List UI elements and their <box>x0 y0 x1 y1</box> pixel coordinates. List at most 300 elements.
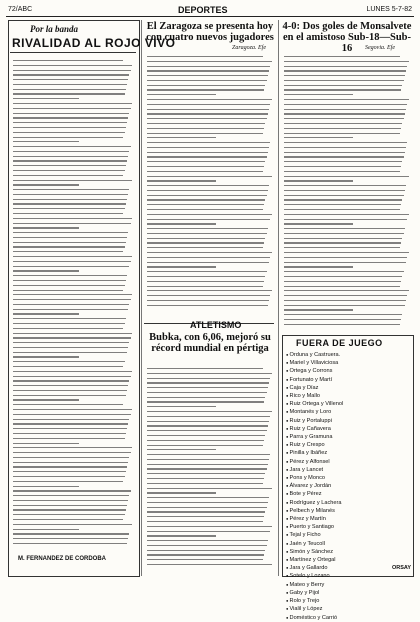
text-line <box>13 371 132 372</box>
text-line <box>13 156 128 157</box>
text-line <box>13 285 125 286</box>
text-line <box>147 535 216 536</box>
text-line <box>284 99 409 100</box>
text-line <box>13 514 125 515</box>
text-line <box>147 104 270 105</box>
text-line <box>147 488 272 489</box>
text-line <box>147 61 272 62</box>
text-line <box>284 70 406 71</box>
issue-date: LUNES 5-7-82 <box>366 6 412 13</box>
text-line <box>284 89 401 90</box>
text-line <box>284 262 406 263</box>
list-item: ● Pinilla y Ibáñez <box>286 449 410 457</box>
text-line <box>147 545 267 546</box>
text-line <box>284 242 401 243</box>
text-line <box>147 378 270 379</box>
text-line <box>284 123 402 124</box>
text-line <box>13 98 79 99</box>
text-line <box>13 476 125 477</box>
text-line <box>284 314 402 315</box>
text-line <box>147 133 263 134</box>
text-line <box>13 246 125 247</box>
text-line <box>13 137 123 138</box>
text-line <box>147 118 267 119</box>
text-line <box>13 466 127 467</box>
text-line <box>284 133 400 134</box>
text-line <box>13 509 126 510</box>
text-line <box>284 309 353 310</box>
text-line <box>13 447 132 448</box>
text-line <box>13 428 127 429</box>
text-line <box>147 430 267 431</box>
text-line <box>147 511 265 512</box>
text-line <box>284 271 404 272</box>
text-line <box>284 238 402 239</box>
text-line <box>13 500 128 501</box>
text-line <box>13 404 123 405</box>
text-line <box>147 387 268 388</box>
text-line <box>13 385 128 386</box>
text-line <box>147 449 216 450</box>
text-line <box>147 483 263 484</box>
text-line <box>147 66 270 67</box>
text-line <box>13 323 125 324</box>
text-line <box>284 171 400 172</box>
text-line <box>147 526 272 527</box>
body-text <box>284 56 410 330</box>
text-line <box>147 286 263 287</box>
text-line <box>147 521 263 522</box>
text-line <box>13 390 127 391</box>
text-line <box>13 342 129 343</box>
text-line <box>284 161 402 162</box>
text-line <box>147 468 267 469</box>
text-line <box>13 452 131 453</box>
text-line <box>13 457 129 458</box>
text-line <box>13 366 123 367</box>
text-line <box>13 218 132 219</box>
text-line <box>147 368 263 369</box>
body-text <box>147 56 273 314</box>
text-line <box>147 190 268 191</box>
text-line <box>284 195 404 196</box>
text-line <box>13 165 126 166</box>
text-line <box>284 176 409 177</box>
text-line <box>284 118 404 119</box>
text-line <box>13 529 79 530</box>
text-line <box>147 161 265 162</box>
text-line <box>147 411 272 412</box>
text-line <box>147 266 216 267</box>
text-line <box>284 128 401 129</box>
text-line <box>13 74 129 75</box>
text-line <box>284 156 404 157</box>
text-line <box>13 443 79 444</box>
text-line <box>13 438 125 439</box>
text-line <box>13 93 125 94</box>
text-line <box>147 152 268 153</box>
author-signature: M. FERNANDEZ DE CORDOBA <box>18 556 106 562</box>
body-text <box>147 368 273 573</box>
list-item: ● Rolo y Trejo <box>286 597 410 605</box>
text-line <box>13 533 129 534</box>
text-line <box>13 261 131 262</box>
text-line <box>147 425 268 426</box>
text-line <box>147 156 267 157</box>
text-line <box>13 337 131 338</box>
text-line <box>13 423 128 424</box>
text-line <box>147 564 272 565</box>
text-line <box>147 147 269 148</box>
text-line <box>13 347 128 348</box>
column-title: RIVALIDAD AL ROJO VIVO <box>12 36 176 50</box>
text-line <box>13 524 132 525</box>
text-line <box>13 309 128 310</box>
text-line <box>13 519 123 520</box>
text-line <box>13 328 123 329</box>
text-line <box>13 184 79 185</box>
body-text <box>13 60 133 552</box>
text-line <box>284 257 407 258</box>
text-line <box>13 380 129 381</box>
text-line <box>13 194 128 195</box>
text-line <box>284 199 402 200</box>
text-line <box>147 70 269 71</box>
text-line <box>147 392 267 393</box>
text-line <box>13 538 128 539</box>
text-line <box>147 142 270 143</box>
list-item: ● Doméstico y Carrió <box>286 614 410 622</box>
list-item: ● Pelbech y Milanés <box>286 507 410 515</box>
list-item: ● Puerto y Santiago <box>286 523 410 531</box>
list-item: ● Rodríguez y Lachera <box>286 499 410 507</box>
text-line <box>13 471 126 472</box>
text-line <box>13 242 126 243</box>
text-line <box>147 295 270 296</box>
text-line <box>147 75 268 76</box>
text-line <box>147 85 265 86</box>
text-line <box>147 492 216 493</box>
text-line <box>147 382 269 383</box>
text-line <box>147 406 216 407</box>
text-line <box>147 209 263 210</box>
text-line <box>13 117 128 118</box>
list-item: ● Martínez y Ortegal <box>286 556 410 564</box>
text-line <box>13 433 126 434</box>
list-item: ● Mariel y Villaviciosa <box>286 359 410 367</box>
text-line <box>147 478 264 479</box>
list-item: ● Pérez y Alfonsel <box>286 458 410 466</box>
text-line <box>284 214 409 215</box>
list-item: ● Álvarez y Jordán <box>286 482 410 490</box>
text-line <box>13 376 131 377</box>
text-line <box>284 305 405 306</box>
text-line <box>13 232 128 233</box>
text-line <box>284 219 407 220</box>
text-line <box>147 507 267 508</box>
header-rule <box>6 16 414 17</box>
text-line <box>284 180 353 181</box>
text-line <box>13 103 132 104</box>
text-line <box>13 180 132 181</box>
text-line <box>284 142 407 143</box>
text-line <box>147 281 264 282</box>
article-source: Zaragoza. Efe <box>232 45 267 51</box>
text-line <box>147 262 269 263</box>
text-line <box>13 213 123 214</box>
text-line <box>13 462 128 463</box>
text-line <box>13 543 127 544</box>
text-line <box>13 141 79 142</box>
text-line <box>284 281 401 282</box>
text-line <box>13 132 125 133</box>
text-line <box>147 56 263 57</box>
text-line <box>13 189 129 190</box>
list-item: ● Ruiz Ortega y Villenol <box>286 400 410 408</box>
text-line <box>147 373 272 374</box>
text-line <box>13 490 131 491</box>
text-line <box>284 75 405 76</box>
text-line <box>13 313 79 314</box>
text-line <box>13 65 132 66</box>
text-line <box>147 502 268 503</box>
text-line <box>13 318 126 319</box>
text-line <box>13 127 126 128</box>
list-item: ● Parra y Gramuna <box>286 433 410 441</box>
list-item: ● Gaby y Pijol <box>286 589 410 597</box>
text-line <box>147 473 265 474</box>
sidebar-title: FUERA DE JUEGO <box>296 338 383 348</box>
text-line <box>284 300 406 301</box>
text-line <box>147 204 264 205</box>
text-line <box>13 361 125 362</box>
text-line <box>13 270 79 271</box>
text-line <box>147 401 264 402</box>
text-line <box>13 395 126 396</box>
text-line <box>284 286 400 287</box>
text-line <box>284 66 407 67</box>
text-line <box>13 290 123 291</box>
article-headline: Bubka, con 6,06, mejoró su récord mundial en pértiga <box>149 332 271 354</box>
text-line <box>284 276 402 277</box>
sidebar-list <box>286 351 410 622</box>
text-line <box>284 223 353 224</box>
text-line <box>13 199 127 200</box>
text-line <box>147 176 272 177</box>
list-item: ● Orduna y Castruera. <box>286 351 410 359</box>
list-item: ● Bote y Pérez <box>286 490 410 498</box>
text-line <box>147 171 263 172</box>
list-item: ● Simón y Sánchez <box>286 548 410 556</box>
text-line <box>147 305 268 306</box>
text-line <box>147 166 264 167</box>
list-item: ● Jara y Gallardo <box>286 564 410 572</box>
text-line <box>284 190 405 191</box>
text-line <box>13 419 129 420</box>
text-line <box>13 79 128 80</box>
text-line <box>284 104 407 105</box>
text-line <box>284 233 404 234</box>
text-line <box>13 170 125 171</box>
text-line <box>13 294 132 295</box>
text-line <box>147 290 272 291</box>
text-line <box>13 352 127 353</box>
text-line <box>147 300 269 301</box>
text-line <box>147 435 265 436</box>
list-item: ● Pons y Monco <box>286 474 410 482</box>
text-line <box>13 113 129 114</box>
text-line <box>13 299 131 300</box>
text-line <box>284 290 409 291</box>
text-line <box>147 242 264 243</box>
text-line <box>13 481 123 482</box>
text-line <box>147 123 265 124</box>
text-line <box>13 266 129 267</box>
column-kicker: Por la banda <box>30 24 79 34</box>
list-item: ● Jaén y Teucoll <box>286 540 410 548</box>
text-line <box>13 223 131 224</box>
text-line <box>284 295 407 296</box>
list-item: ● Caja y Díaz <box>286 384 410 392</box>
text-line <box>147 128 264 129</box>
text-line <box>147 113 268 114</box>
section-header: DEPORTES <box>178 5 228 15</box>
text-line <box>147 137 216 138</box>
text-line <box>284 80 404 81</box>
text-line <box>147 195 267 196</box>
title-rule <box>10 52 136 53</box>
list-item: ● Sotelo y Lozano <box>286 572 410 580</box>
text-line <box>284 185 406 186</box>
text-line <box>147 464 268 465</box>
list-item: ● Ruiz y Portaluppi <box>286 417 410 425</box>
text-line <box>284 113 405 114</box>
text-line <box>147 416 270 417</box>
text-line <box>284 147 406 148</box>
text-line <box>147 180 216 181</box>
text-line <box>13 70 131 71</box>
text-line <box>13 505 127 506</box>
text-line <box>147 276 265 277</box>
text-line <box>147 559 263 560</box>
text-line <box>13 122 127 123</box>
list-item: ● Fortunato y Martí <box>286 376 410 384</box>
text-line <box>13 256 132 257</box>
text-line <box>147 454 270 455</box>
list-item: ● Rico y Mallo <box>286 392 410 400</box>
text-line <box>147 89 264 90</box>
text-line <box>147 257 270 258</box>
text-line <box>13 356 79 357</box>
list-item: ● Vialil y López <box>286 605 410 613</box>
text-line <box>13 146 131 147</box>
text-line <box>147 228 268 229</box>
text-line <box>13 251 123 252</box>
text-line <box>13 399 79 400</box>
list-item: ● Ruiz y Cañavera <box>286 425 410 433</box>
text-line <box>284 152 405 153</box>
text-line <box>284 85 402 86</box>
text-line <box>147 397 265 398</box>
text-line <box>147 223 216 224</box>
text-line <box>284 166 401 167</box>
text-line <box>147 99 272 100</box>
text-line <box>147 554 264 555</box>
text-line <box>147 459 269 460</box>
list-item: ● Mateo y Berry <box>286 581 410 589</box>
section-label: ATLETISMO <box>190 320 242 330</box>
text-line <box>147 445 263 446</box>
article-headline: 4-0: Dos goles de Monsalvete en el amistoso Sub-18—Sub-16 <box>282 21 412 54</box>
text-line <box>147 94 216 95</box>
text-line <box>147 531 270 532</box>
text-line <box>13 89 126 90</box>
text-line <box>13 227 79 228</box>
text-line <box>147 219 270 220</box>
text-line <box>13 108 131 109</box>
column-divider <box>278 20 279 576</box>
text-line <box>147 497 269 498</box>
article-source: Segovia. Efe <box>365 45 395 51</box>
text-line <box>284 61 409 62</box>
text-line <box>147 247 263 248</box>
text-line <box>284 228 405 229</box>
text-line <box>13 208 125 209</box>
text-line <box>284 247 400 248</box>
text-line <box>284 109 406 110</box>
text-line <box>13 486 79 487</box>
list-item: ● Montanés y Loro <box>286 408 410 416</box>
text-line <box>13 203 126 204</box>
column-divider <box>141 20 142 576</box>
text-line <box>284 137 353 138</box>
text-line <box>13 333 132 334</box>
text-line <box>147 516 264 517</box>
text-line <box>147 109 269 110</box>
list-item: ● Tejal y Ficho <box>286 531 410 539</box>
text-line <box>284 324 400 325</box>
text-line <box>284 56 400 57</box>
text-line <box>13 495 129 496</box>
article-headline: El Zaragoza se presenta hoy con cuatro nuevos jugadores <box>146 21 274 43</box>
sidebar-signature: ORSAY <box>392 565 412 571</box>
text-line <box>13 414 131 415</box>
text-line <box>147 214 272 215</box>
text-line <box>284 252 409 253</box>
list-item: ● Jara y Lancet <box>286 466 410 474</box>
list-item: ● Ortega y Corrons <box>286 367 410 375</box>
text-line <box>147 271 267 272</box>
text-line <box>147 252 272 253</box>
text-line <box>13 409 132 410</box>
list-item: ● Pérez y Martín <box>286 515 410 523</box>
text-line <box>147 440 264 441</box>
text-line <box>284 94 353 95</box>
text-line <box>147 550 265 551</box>
text-line <box>284 209 400 210</box>
list-item: ● Ruiz y Crespo <box>286 441 410 449</box>
text-line <box>147 233 267 234</box>
text-line <box>147 421 269 422</box>
text-line <box>147 80 267 81</box>
text-line <box>147 185 269 186</box>
text-line <box>284 266 353 267</box>
text-line <box>13 60 123 61</box>
text-line <box>147 199 265 200</box>
text-line <box>13 280 126 281</box>
text-line <box>13 160 127 161</box>
text-line <box>147 540 268 541</box>
